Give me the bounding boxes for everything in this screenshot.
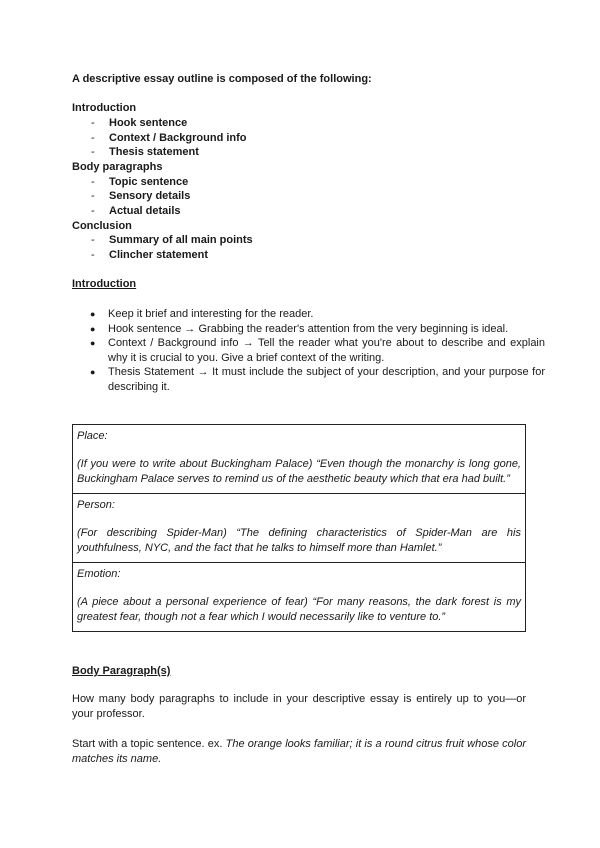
dash-marker: - <box>91 249 95 261</box>
paragraph-lead: Start with a topic sentence. ex. <box>72 738 223 750</box>
bullet-item <box>90 307 545 322</box>
dash-marker: - <box>91 176 95 188</box>
introduction-section-title: Introduction <box>72 278 137 290</box>
page-heading: A descriptive essay outline is composed of the following: <box>72 73 372 85</box>
dash-marker: - <box>91 234 95 246</box>
dash-marker: - <box>91 205 95 217</box>
dash-marker: - <box>91 117 95 129</box>
bullet-dot: ● <box>90 338 96 348</box>
dash-marker: - <box>91 190 95 202</box>
bullet-dot: ● <box>90 367 96 377</box>
bullet-item <box>90 365 545 394</box>
example-row-person <box>73 494 526 563</box>
bullet-dot: ● <box>90 324 96 334</box>
outline-item: Thesis statement <box>109 146 199 158</box>
bullet-dot: ● <box>90 309 96 319</box>
example-label: Place: <box>77 430 108 442</box>
body-paragraph-2 <box>72 737 526 767</box>
examples-table <box>72 424 526 632</box>
bullet-text: Keep it brief and interesting for the reader. <box>108 308 314 320</box>
outline-item: Clincher statement <box>109 249 209 261</box>
bullet-text: Context / Background info → Tell the reader what you're about to describe and explain why it is crucial to you. Give a brief context of the writing. <box>108 337 545 364</box>
example-text: (If you were to write about Buckingham Palace) “Even though the monarchy is long gone, Buckingham Palace serves to remind us of the aesthetic beauty which that era had built.” <box>77 458 521 485</box>
example-label: Emotion: <box>77 568 121 580</box>
body-section-title: Body Paragraph(s) <box>72 665 171 677</box>
example-row-emotion <box>73 563 526 632</box>
dash-marker: - <box>91 132 95 144</box>
outline-item: Summary of all main points <box>109 234 253 246</box>
outline-item: Actual details <box>109 205 181 217</box>
bullet-text: Hook sentence → Grabbing the reader's attention from the very beginning is ideal. <box>108 323 509 335</box>
bullet-item <box>90 322 545 337</box>
body-paragraph-1: How many body paragraphs to include in your descriptive essay is entirely up to you—or your professor. <box>72 693 526 720</box>
paragraph-example: The orange looks familiar; it is a round citrus fruit whose color matches its name. <box>72 738 526 765</box>
outline-introduction-title: Introduction <box>72 102 137 114</box>
bullet-text: Thesis Statement → It must include the subject of your description, and your purpose for describing it. <box>108 366 545 393</box>
example-text: (A piece about a personal experience of fear) “For many reasons, the dark forest is my greatest fear, though not a fear which I would necessarily like to venture to.” <box>77 596 521 623</box>
example-label: Person: <box>77 499 115 511</box>
outline-item: Hook sentence <box>109 117 188 129</box>
outline-conclusion-title: Conclusion <box>72 220 132 232</box>
outline-item: Context / Background info <box>109 132 247 144</box>
bullet-item <box>90 336 545 365</box>
outline-item: Sensory details <box>109 190 191 202</box>
example-row-place <box>73 425 526 494</box>
dash-marker: - <box>91 146 95 158</box>
outline-body-title: Body paragraphs <box>72 161 163 173</box>
example-text: (For describing Spider-Man) “The defining characteristics of Spider-Man are his youthfulness, NYC, and the fact that he talks to himself more than Hamlet.” <box>77 527 521 554</box>
outline-item: Topic sentence <box>109 176 189 188</box>
